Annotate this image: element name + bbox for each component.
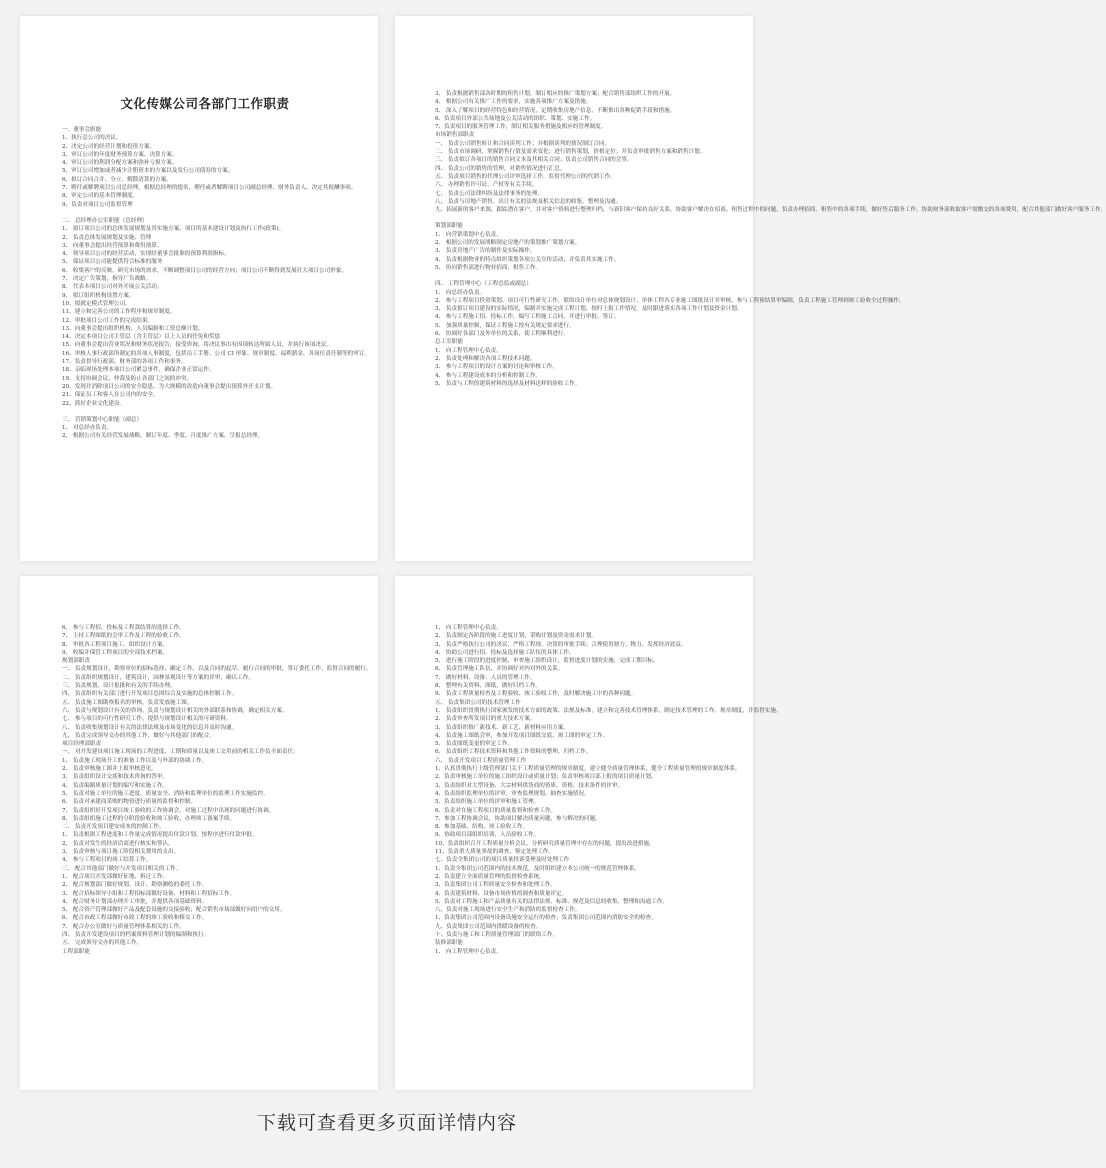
text-line: 3、 配合招标领导小组和工程招标部做好设备、材料和工程招标工作。 [62,890,236,897]
text-line: 三、 负责规划、设计报批和有关的手续办理。 [62,683,176,690]
text-line: 5、 负责对施工单位的施工进度、质量安全、消防和监理单位的监理工作实施监控。 [62,790,269,797]
text-line: 6、负责对在施工程项目的质量监督和检查工作。 [435,807,557,814]
text-line: 3、 参与工程项目的设计方案的讨论和审核工作。 [435,364,558,371]
text-line: 6、 收集客户的反映，研究市场的需求，不断调整项目公司的经营方向；项目公司不断得到发展壮大项目公司形象。 [62,267,348,274]
text-line: 2、 配合规划部门做好规划、设计、勘察测绘的委托工作。 [62,882,208,889]
text-line: 工程部职能 [62,948,90,955]
text-line: 二、 负责开发项目建安成本的控制工作。 [62,824,165,831]
text-line: 2、 负责总体发展规划及实施、管理 [62,234,152,241]
text-line: 2、 负责制定各阶段的施工进度计划，采购计划及资金需求计划。 [435,633,597,640]
text-line: 3、负责组织对大型设备、大宗材料供货商的资质、资格、技术条件的评审。 [435,782,624,789]
text-line: 20、发现并消除项目公司的安全隐患，为大规模的改造向董事会提出预算外开支计划。 [62,383,277,390]
text-line: 1、 向工程管理中心负责。 [435,625,502,631]
text-line: 1、 向营销策划中心负责。 [435,231,502,238]
text-line: 1、 向工程管理中心负责。 [435,948,502,955]
text-line: 2、 负责审核施工图并上报审核意见。 [62,766,157,773]
text-line: 八、负责对施工现场进行安全生产和消防的监督检查工作。 [435,907,581,914]
text-line: 九、拓展新的客户来源，跟踪潜在客户，并对客户资料进行整理归档，与新旧客户保持良好关系，协助客户解决在招商、租售过程中的问题，负责办理招商、租售中的各项手续，做好售后服务工作。协助财务部收取客户需缴交的各项费用，配合其他部门做好客户服务工作。 [435,207,1106,214]
text-line: 策划部职能 [435,223,463,230]
text-line: 7、 决定广告策划，指导广告战略。 [62,276,152,283]
text-line: 3、 负责严格执行公司的决议，严格工程现、决算的审批手续；合理使用财力、物力、发挥经济效益。 [435,641,687,648]
text-line: 五、 负责集团公司的技术管理工作 [435,699,521,706]
text-line: 七、 负责公司法律纠纷及法律事务的处理。 [435,190,544,197]
text-line: 7、 做好材料、设备、人员的管理工作。 [435,674,536,681]
text-line: 规划部职责 [62,658,90,665]
text-line: 3、 负责组织设计交底和技术咨询的答审。 [62,774,169,781]
text-line: 16、审核人事行政部所制定的各项人事制度，包括员工手册、公司 CI 形象、规章制度、福利薪金、各岗位责任制等的审订。 [62,350,371,357]
text-line: 6、 负责管理施工队伍，并协调好对内对外的关系。 [435,666,564,673]
text-line: 3、 向董事会提出经营预算和费用预算。 [62,242,163,249]
text-line: 一、董事会职能 [62,127,102,133]
text-line: 4、负责组织监理单位的评审，审查监理规划、抽查实施情况。 [435,790,590,797]
text-line: 四、 负责开发建设项目的档案资料管理计划的编制和执行。 [62,931,210,938]
text-line: 11、建立和完善公司的工作程序和规章制度。 [62,309,176,316]
text-line: 项目经理部职责 [62,741,102,748]
text-line: 4、 配合财务计划部办理开工审批，并提供各项基础资料。 [62,898,208,905]
text-line: 7、 配合办公室做好与质量管理体系相关的工作。 [62,923,185,930]
text-line: 1、负责全集团公司范围内的技术规范，及时组织建立本公司统一的规范管理体系。 [435,865,640,872]
text-line: 8、审定公司的基本管理制度。 [62,193,139,200]
text-line: 九、 负责完成领导交办的其他工作，做好与其他部门的配合。 [62,732,215,739]
text-line: 六、 负责开发项目工程质量管理工作 [435,757,527,764]
text-line: 1、执行总公司的决议。 [62,135,122,142]
text-line: 4、 负责施工图纸会审，参加开发项目图纸交底，竣工图的审定工作。 [435,732,609,739]
text-line: 六、 负责与规划设计有关的咨询，负责与规划设计相关的外部联系和协调，确定相关方案。 [62,707,288,714]
text-line: 6、 协调好各部门及外单位的关系，使工程顺利进行。 [435,331,569,338]
text-line: 1、 向工程管理中心负责。 [435,347,502,354]
text-line: 十、负责与施工和工程质量管理部门的联络工作。 [435,931,559,938]
text-line: 2、 根据公司的发展战略制定房地产的策划推广策划方案。 [435,240,581,247]
text-line: 3、 负责根据销售部各时期的租售计划，制订相应的推广策划方案；配合销售部组织工作的开展。 [435,91,676,97]
text-line: 市场销售部职责 [435,132,475,139]
text-line: 1、 向总经办负责。 [435,289,486,296]
text-line: 五、 负责项目销售的代理公司评审选择工作，监督代理公司的代销工作。 [435,173,616,180]
text-line: 9、协助项目部组织培训，人员验收工作。 [435,832,540,839]
text-line: 7、负责项目的服务管理工作，制订相关服务措施及相应的管理制度。 [435,124,607,131]
page-3-text [62,624,372,956]
text-line: 3、审订公司的年度财务预算方案、决算方案。 [62,151,178,158]
text-line: 2、 负责对发生的经济洽商进行核实和签认。 [62,840,174,847]
text-line: 8、 代表本项目公司对外开展公关活动。 [62,284,163,291]
text-line: 1、 配合项目开发部做好征地、拆迁工作。 [62,873,169,880]
text-line: 八、 负责与房地产销售、出让有关的法规及相关信息的收集，整理及沟通。 [435,198,622,205]
text-line: 1、 对总经办负责。 [62,425,113,432]
text-line: 18、亲临现场处理本项目公司紧急事件，确保企业正常运作。 [62,367,215,374]
text-line: 5、 深入了解项目的经营特色和经营情况，定期收集房地产信息，不断推出各种促销手段和措施。 [435,107,676,114]
text-line: 21、保证员工和客人在公司内的安全。 [62,392,159,399]
text-line: 22、抓好企业文化建设。 [62,400,126,407]
text-line: 2、决定公司的经营计划和投资方案。 [62,143,156,150]
text-line: 二、 总经理办公室职能（总经理） [62,217,148,224]
document-page-3 [20,576,378,1090]
text-line: 五、 完成领导交办的其他工作。 [62,940,143,947]
page-1-text [62,126,371,441]
text-line: 八、 负责收集规划设计有关的法律法规及市场变化的信息并及时沟通。 [62,724,238,731]
paragraph-gap [62,408,348,416]
paragraph-gap [435,272,725,280]
text-line: 4、 参与工程项目的竣工结算工作。 [62,857,152,864]
document-title: 文化传媒公司各部门工作职责 [120,96,290,111]
text-line: 7、 负责组织好开发项目竣工验收的工作协调会，对施工过程中出现的问题进行协调。 [62,807,275,814]
text-line: 3、 负责审核与项目施工阶段相关费用的支出。 [62,849,180,856]
text-line: 7、聘任或解聘项目公司总经理，根据总经理的提名，聘任或者解聘项目公司副总经理、财务负责人，决定其报酬事项。 [62,185,357,192]
text-line: 二、 负责组织规划设计，建筑设计，园林景观设计等方案的评审，确认工作。 [62,674,254,681]
text-line: 6、 配合市政工程部做好市政工程的竣工验收和移交工作。 [62,915,208,922]
text-line: 5、 协同销售部进行物业招商，租售工作。 [435,264,542,271]
text-line: 4、 协助公司进行招、投标及选择施工队伍的具体工作。 [435,649,575,656]
text-line: 19、支持协调会议，仲裁及防止各部门之间的冲突。 [62,375,193,382]
text-line: 一、 对开发建设项目施工现场的工程进度、工期和质量以及竣工交用前的相关工作负全面责任。 [62,749,299,756]
text-line: 7、 主持工程图纸的会审工作及工程的验收工作。 [62,633,185,640]
text-line: 4、 领导项目公司的经营活动，实现经董事会批准的预算利润指标。 [62,251,230,258]
text-line: 七、 参与项目的可行性研究工作，提供与规划设计相关的可研资料。 [62,716,232,723]
text-line: 11、负责重大质量事故的调查、鉴定处理工作。 [435,849,554,856]
text-line: 1、负责集团公司范围内设备设施安全运行的检查；负责集团公司范围内消防安全的检查。 [435,915,657,922]
text-line: 2、 负责审查所发项目的重大技术方案。 [435,716,536,723]
text-line: 二、 负责市场调研，掌握销售行情及需求变化；进行销售策划，价格定位；并负责审批销售方案和销售计划。 [435,149,706,156]
text-line: 6、 参与工程招、投标及工程款结算的选择工作。 [62,625,185,631]
text-line: 2、 根据公司有关经营发展战略，制订年度、季度、月度推广方案，呈报总经理。 [62,433,264,440]
text-line: 9、 负责工程质量检查及工程验收、竣工验收工作，及时解决施工中的各种问题。 [435,691,637,698]
text-line: 6、 负责对承建商采购的物资进行质量的监督和控制。 [62,799,196,806]
text-line: 1、 拟订项目公司的总体发展规划及其实施方案、项目的基本建设计划及执行工作(政策)。 [62,226,285,233]
text-line: 七、负责全集团公司的项目质量投诉受理及时处理工作 [435,857,570,864]
text-line: 17、负责督导行政部、财务部的各项工作和事务。 [62,359,187,366]
text-line: 14、决定本项目公司主管层（含主管层）以上人员的任免和奖惩 [62,334,221,341]
text-line: 4、审订公司的利润分配方案和弥补亏损方案。 [62,160,178,167]
text-line: 三、 配合其他部门做好与开发项目相关的工作。 [62,865,182,872]
text-line: 12、审批项目公司工作的完成结果。 [62,317,154,324]
text-line: 5、 进行施工阶段的进度控制，审查施工组织设计，监督进度计划的实施，完成工期目标。 [435,658,659,665]
text-line: 总工室职能 [435,339,463,346]
text-line: 8、 整理有关资料、图纸，做好归档工作。 [435,683,542,690]
text-line: 3、 负责拟订项目建设的实际情况，编制并实施完成工程计划，按时上报工作情况，及时跟进落实各项工作计划及资金计划。 [435,306,743,313]
page-2-text [435,90,1106,388]
text-line: 3、 负责组织推广新技术、新工艺、新材料应用方案。 [435,724,569,731]
text-line: 6、 负责组织工程技术资料和其他工作资料的整理、归档工作。 [435,749,592,756]
text-line: 5、 配合资产管理部做好产品及配套设施的交接验收；配合销售市场部做好向用户的交用。 [62,907,286,914]
text-line: 一、 负责规划设计，勘察单位的招标选择，确定工作，以及合同的起草、履行合同的审批，签订委托工作，监督合同的履行。 [62,666,372,673]
text-line: 四、 负责公司的销售的管理，对销售情况进行汇总。 [435,165,566,172]
text-line: 10、拟就定模式管理公司。 [62,300,131,307]
download-more-link[interactable]: 下载可查看更多页面详情内容 [256,1112,517,1134]
text-line: 4、 负责编制质量计划的编写和实施工作。 [62,782,169,789]
text-line: 4、 参与工程施工招、投标工作，编写工程施工合同，并进行审批、签订。 [435,314,620,321]
text-line: 2、负责建立全面质量管理的监督检查系统。 [435,873,545,880]
text-line: 一、 负责公司销售转让和合同谈判工作；并根据谈判的情况制订合同。 [435,140,611,147]
text-line: 3、 负责房地产广告的制作及实际操作。 [435,248,536,255]
text-line: 7、参加工程协调会议，协助项目解决质量问题，参与解决的问题。 [435,815,601,822]
text-line: 4、 负责根据物业的特点组织策划各项公关宣传活动，并负责其实施工作。 [435,256,620,263]
text-line: 9、负责对项目公司监督管理 [62,201,133,208]
text-line: 三、 营销策划中心职能（副总） [62,416,143,423]
text-line: 四、 负责组织有关部门进行开发项目总图综合及实施的总体控制工作。 [62,691,238,698]
text-line: 5、负责对工程施工和产品质量有关的法律法规、标准、规范及信息的收集、整理和沟通工作。 [435,898,668,905]
page-4-text [435,624,782,956]
text-line: 装修部职能 [435,940,463,947]
paragraph-gap [62,209,348,217]
text-line: 5、 负责与工程的建筑材料的选择及材料送样的验收工作。 [435,380,581,387]
text-line: 1、 负责组织贯彻执行国家颁发的技术方面的政策、法规及标准，建立和完善技术管理体系，制定技术管理的工作、规章制度，并监督实施。 [435,707,782,714]
text-line: 1、 负责根据工程进度和工作量完成情况提出付款计划，按程序进行付款审批。 [62,832,258,839]
text-line: 13、向董事会提出组织机构、人员编制和工资总额计划。 [62,325,204,332]
text-line: 2、 参与工程项目投资策划、项目可行性研究工作，联络设计单位对总体规划设计、单体工程各专业施工图纸设计并审核，参与工程预结算审编制，负责工程施工管理到竣工验收全过程操作。 [435,297,905,304]
text-line: 4、 根据公司有关推广工作的要求，实施各项推广方案及措施。 [435,99,592,106]
text-line: 5、 保证项目公司能提供符合标准的服务 [62,259,163,266]
text-line: 1、 负责施工现场开工的准备工作以及与外部的协调工作。 [62,757,208,764]
document-page-1 [20,16,378,561]
text-line: 9、 拟订组织机构设置方案。 [62,292,135,299]
text-line: 4、负责建筑材料、设备市场价格的调查和质量评定。 [435,890,568,897]
text-line: 15、向董事会提出营业状况和财务状况报告，接受咨询，将决议事出有因项转达所属人员，并执行该项决议。 [62,342,333,349]
text-line: 1、认真贯彻执行上级管理部门关于工程质量管理的规章制度，建立健全质量管理体系，健全工程质量管理的规章制度体系。 [435,766,741,773]
document-page-2 [395,16,1106,561]
text-line: 10、负责组织召开工程质量分析会议，分析研究质量管理中存在的问题，提出改进措施。 [435,840,655,847]
text-line: 2、 负责处理和解决各项工程技术问题。 [435,355,536,362]
text-line: 5、 加强质量控制，保证工程施工按有关规定要求进行。 [435,322,575,329]
document-page-4 [395,576,782,1090]
text-line: 2、负责审核施工单位的施工组织设计或质量计划；负责审核项目部上报的项目质量计划。 [435,774,657,781]
text-line: 8、参加基础、结构、竣工验收工作。 [435,824,529,831]
text-line: 6、拟订合同合并、分立、解散清算的方案。 [62,176,172,183]
text-line: 四、 工程管理中心（工程总监或副总） [435,281,532,288]
text-line: 五、 负责施工图勘察报名的审核，负责发放施工图。 [62,699,193,706]
text-line: 5、 负责图纸变更的审定工作。 [435,741,514,748]
text-line: 九、负责集团公司范围内供暖设备的检查。 [435,923,542,930]
text-line: 4、 参与工程建设成本的分析和控制工作。 [435,372,542,379]
text-line: 3、负责集团公司工程质量安全检查和处理工作。 [435,882,557,889]
text-line: 9、 收编并保管工程项目的全部技术档案。 [62,649,169,656]
text-line: 三、 负责拟订各项目的销售合同文本及其相关合同；负责公司销售合同的会签。 [435,157,633,164]
text-line: 8、 负责组织施工过程的分阶段验收和竣工验收，办理竣工备案手续。 [62,815,236,822]
paragraph-gap [435,214,725,222]
text-line: 5、审订公司增加或者减少注册资本的方案以及发行公司债券的方案。 [62,168,234,175]
text-line: 六、 办理销售许可证、产权等有关手续。 [435,182,538,189]
text-line: 6、负责项目外部公共场地及公关活动的组织、策划、实施工作。 [435,115,596,122]
text-line: 8、 审批各工程项目施工、组织设计方案。 [62,641,169,648]
text-line: 5、负责组织施工单位的评审和施工管理。 [435,799,540,806]
